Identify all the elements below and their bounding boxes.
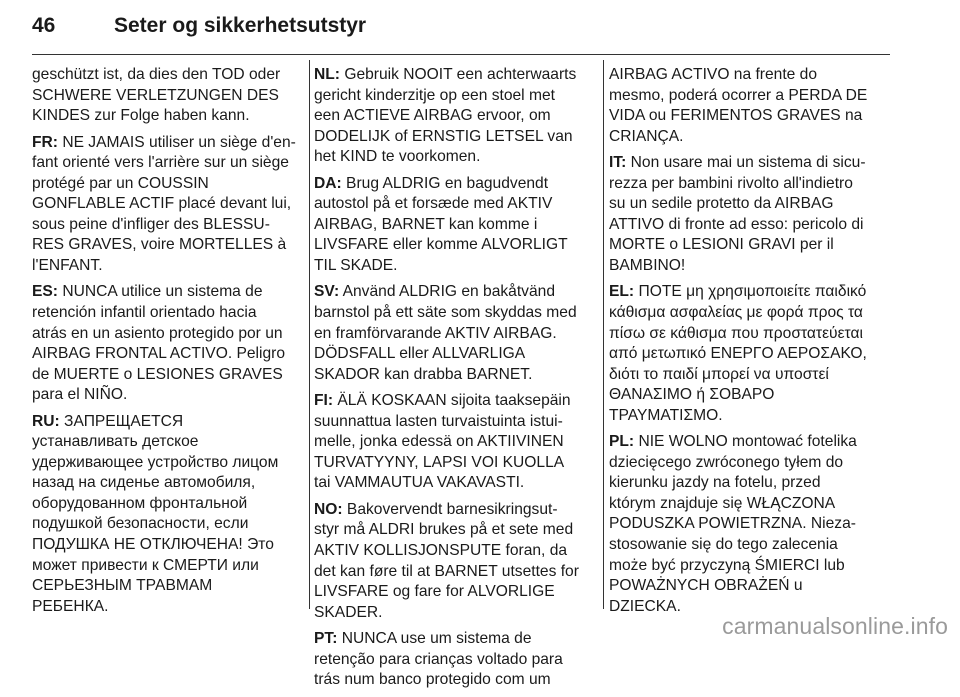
text-line <box>32 412 304 433</box>
text-line <box>609 385 891 406</box>
line-text: RES GRAVES, voire MORTELLES à <box>32 236 287 254</box>
column-divider <box>309 60 310 609</box>
text-line <box>314 520 598 541</box>
line-text: СЕРЬЕЗНЫМ ТРАВМАМ <box>32 577 213 595</box>
text-line <box>314 256 598 277</box>
line-text: AIRBAG ACTIVO na frente do <box>609 66 818 83</box>
column-divider <box>603 60 604 609</box>
line-text: может привести к СМЕРТИ или <box>32 556 259 574</box>
warning-paragraph <box>314 629 598 691</box>
line-text: para el NIÑO. <box>32 386 128 404</box>
language-code: NL: <box>314 66 340 83</box>
text-line <box>32 385 304 406</box>
line-text: LIVSFARE eller komme ALVORLIGT <box>314 236 568 254</box>
text-line <box>609 473 891 494</box>
watermark: carmanualsonline.info <box>722 613 948 639</box>
language-code: FR: <box>32 133 58 151</box>
text-line <box>314 324 598 345</box>
line-text: AIRBAG, BARNET kan komme i <box>314 215 538 233</box>
text-line <box>32 494 304 515</box>
text-line <box>314 473 598 494</box>
line-text: Non usare mai un sistema di sicu‐ <box>626 154 866 172</box>
line-text: suunnattua lasten turvaistuinta istui‐ <box>314 412 563 430</box>
line-text: NIE WOLNO montować fotelika <box>634 433 857 451</box>
line-text: ATTIVO di fronte ad esso: pericolo di <box>609 215 864 233</box>
line-text: SCHWERE VERLETZUNGEN DES <box>32 86 279 104</box>
line-text: διότι το παιδί μπορεί να υποστεί <box>609 365 829 383</box>
text-column-left <box>32 65 304 623</box>
text-line <box>32 133 304 154</box>
text-line <box>314 235 598 256</box>
text-line <box>314 582 598 603</box>
line-text: από μετωπικό ΕΝΕΡΓΟ ΑΕΡΟΣΑΚΟ, <box>609 345 867 363</box>
line-text: atrás en un asiento protegido por un <box>32 324 283 342</box>
line-text: barnstol på ett säte som skyddas med <box>314 304 577 322</box>
line-text: Gebruik NOOIT een achterwaarts <box>339 66 577 83</box>
line-text: het KIND te voorkomen. <box>314 148 481 166</box>
line-text: AKTIV KOLLISJONSPUTE foran, da <box>314 542 568 560</box>
line-text: AIRBAG FRONTAL ACTIVO. Peligro <box>32 345 286 363</box>
text-line <box>314 215 598 236</box>
text-line <box>32 215 304 236</box>
text-line <box>609 432 891 453</box>
text-line <box>314 365 598 386</box>
page-title: Seter og sikkerhetsutstyr <box>114 14 367 37</box>
line-text: retención infantil orientado hacia <box>32 304 257 322</box>
language-code: DA: <box>314 174 342 192</box>
line-text: POWAŻNYCH OBRAŻEŃ u <box>609 577 803 595</box>
text-line <box>32 324 304 345</box>
text-line <box>314 282 598 303</box>
line-text: πίσω σε κάθισμα που προστατεύεται <box>609 324 863 342</box>
text-line <box>609 215 891 236</box>
language-code: PL: <box>609 433 635 451</box>
line-text: gericht kinderzitje op een stoel met <box>314 86 555 104</box>
line-text: Brug ALDRIG en bagudvendt <box>341 174 549 192</box>
text-line <box>609 365 891 386</box>
text-column-right <box>609 65 891 623</box>
text-line <box>609 576 891 597</box>
text-line <box>609 256 891 277</box>
text-line <box>314 500 598 521</box>
text-line <box>609 153 891 174</box>
warning-paragraph <box>609 65 891 147</box>
text-line <box>32 344 304 365</box>
line-text: może być przyczyną ŚMIERCI lub <box>609 556 845 574</box>
line-text: GONFLABLE ACTIF placé devant lui, <box>32 195 292 213</box>
warning-paragraph <box>609 282 891 426</box>
language-code: EL: <box>609 283 635 301</box>
text-line <box>32 365 304 386</box>
line-text: det kan føre til at BARNET utsettes for <box>314 562 579 580</box>
text-line <box>32 282 304 303</box>
warning-paragraph <box>32 412 304 617</box>
text-line <box>314 432 598 453</box>
text-line <box>609 174 891 195</box>
line-text: LIVSFARE og fare for ALVORLIGE <box>314 583 555 601</box>
text-line <box>314 344 598 365</box>
line-text: ΤΡΑΥΜΑΤΙΣΜΟ. <box>609 406 723 424</box>
line-text: protégé par un COUSSIN <box>32 174 209 192</box>
line-text: kierunku jazdy na fotelu, przed <box>609 474 821 492</box>
line-text: κάθισμα ασφαλείας με φορά προς τα <box>609 304 863 322</box>
text-line <box>314 86 598 107</box>
line-text: Bakovervendt barnesikringsut‐ <box>342 500 558 518</box>
text-line <box>609 303 891 324</box>
line-text: rezza per bambini rivolto all'indietro <box>609 174 853 192</box>
language-code: SV: <box>314 283 340 301</box>
text-line <box>609 453 891 474</box>
text-line <box>32 86 304 107</box>
warning-paragraph <box>609 432 891 617</box>
text-line <box>32 432 304 453</box>
line-text: de MUERTE o LESIONES GRAVES <box>32 365 283 383</box>
line-text: BAMBINO! <box>609 256 686 274</box>
line-text: trás num banco protegido com um <box>314 671 551 689</box>
line-text: NE JAMAIS utiliser un siège d'en- <box>57 133 296 151</box>
text-line <box>32 256 304 277</box>
text-line <box>32 556 304 577</box>
line-text: Använd ALDRIG en bakåtvänd <box>339 283 556 301</box>
text-line <box>609 535 891 556</box>
language-code: ES: <box>32 283 58 301</box>
line-text: ΠΟΤΕ μη χρησιμοποιείτε παιδικό <box>634 283 867 301</box>
page-number: 46 <box>32 14 56 37</box>
line-text: styr må ALDRI brukes på et sete med <box>314 521 574 539</box>
line-text: stosowanie się do tego zalecenia <box>609 536 838 554</box>
line-text: удерживающее устройство лицом <box>32 453 279 471</box>
text-line <box>609 324 891 345</box>
text-line <box>32 303 304 324</box>
language-code: RU: <box>32 412 60 430</box>
text-line <box>609 106 891 127</box>
line-text: оборудованном фронтальной <box>32 494 248 512</box>
text-line <box>314 541 598 562</box>
text-line <box>32 153 304 174</box>
text-line <box>32 597 304 618</box>
line-text: en framförvarande AKTIV AIRBAG. <box>314 324 557 342</box>
text-line <box>314 603 598 624</box>
text-line <box>32 453 304 474</box>
line-text: melle, jonka edessä on AKTIIVINEN <box>314 433 564 451</box>
text-line <box>609 65 891 86</box>
text-line <box>32 194 304 215</box>
text-line <box>609 494 891 515</box>
warning-paragraph <box>314 65 598 168</box>
page-header <box>32 2 892 54</box>
line-text: ÄLÄ KOSKAAN sijoita taaksepäin <box>333 392 571 410</box>
text-line <box>609 86 891 107</box>
line-text: ΘΑΝΑΣΙΜΟ ή ΣΟΒΑΡΟ <box>609 386 775 404</box>
text-line <box>314 391 598 412</box>
language-code: PT: <box>314 630 338 648</box>
text-line <box>314 562 598 583</box>
text-line <box>314 412 598 433</box>
line-text: РЕБЕНКА. <box>32 597 109 615</box>
line-text: KINDES zur Folge haben kann. <box>32 107 250 125</box>
text-line <box>609 282 891 303</box>
line-text: NUNCA use um sistema de <box>337 630 532 648</box>
line-text: autostol på et forsæde med AKTIV <box>314 195 553 213</box>
text-line <box>32 535 304 556</box>
language-code: IT: <box>609 154 627 172</box>
warning-paragraph <box>609 153 891 276</box>
warning-paragraph <box>314 391 598 494</box>
text-line <box>609 127 891 148</box>
text-line <box>314 65 598 86</box>
line-text: NUNCA utilice un sistema de <box>58 283 263 301</box>
text-column-middle <box>314 65 598 697</box>
text-line <box>314 147 598 168</box>
line-text: TIL SKADE. <box>314 256 398 274</box>
text-line <box>314 303 598 324</box>
text-line <box>32 235 304 256</box>
warning-paragraph <box>314 500 598 623</box>
line-text: którym znajduje się WŁĄCZONA <box>609 494 836 512</box>
line-text: VIDA ou FERIMENTOS GRAVES na <box>609 107 863 125</box>
line-text: sous peine d'infliger des BLESSU‐ <box>32 215 270 233</box>
text-line <box>314 629 598 650</box>
line-text: tai VAMMAUTUA VAKAVASTI. <box>314 474 525 492</box>
warning-paragraph <box>32 282 304 405</box>
line-text: een ACTIEVE AIRBAG ervoor, om <box>314 107 551 125</box>
line-text: DZIECKA. <box>609 597 681 615</box>
warning-paragraph <box>314 174 598 277</box>
line-text: su un sedile protetto da AIRBAG <box>609 195 834 213</box>
text-line <box>314 194 598 215</box>
warning-paragraph <box>314 282 598 385</box>
line-text: fant orienté vers l'arrière sur un siège <box>32 154 289 172</box>
language-code: FI: <box>314 392 334 410</box>
text-line <box>609 514 891 535</box>
text-line <box>32 514 304 535</box>
line-text: назад на сиденье автомобиля, <box>32 474 256 492</box>
text-line <box>32 106 304 127</box>
text-line <box>609 344 891 365</box>
warning-paragraph <box>32 133 304 277</box>
line-text: DÖDSFALL eller ALLVARLIGA <box>314 345 526 363</box>
line-text: MORTE o LESIONI GRAVI per il <box>609 236 834 254</box>
text-line <box>32 576 304 597</box>
line-text: SKADOR kan drabba BARNET. <box>314 365 533 383</box>
line-text: подушкой безопасности, если <box>32 515 249 533</box>
line-text: ПОДУШКА НЕ ОТКЛЮЧЕНА! Это <box>32 536 274 554</box>
text-line <box>314 106 598 127</box>
warning-paragraph <box>32 65 304 127</box>
text-line <box>32 473 304 494</box>
text-line <box>609 556 891 577</box>
line-text: geschützt ist, da dies den TOD oder <box>32 66 281 83</box>
line-text: TURVATYYNY, LAPSI VOI KUOLLA <box>314 453 565 471</box>
text-line <box>609 194 891 215</box>
line-text: retenção para crianças voltado para <box>314 650 563 668</box>
line-text: SKADER. <box>314 603 383 621</box>
line-text: dziecięcego zwróconego tyłem do <box>609 453 844 471</box>
text-line <box>314 650 598 671</box>
text-line <box>609 406 891 427</box>
line-text: DODELIJK of ERNSTIG LETSEL van <box>314 127 573 145</box>
line-text: устанавливать детское <box>32 433 199 451</box>
text-line <box>314 174 598 195</box>
text-line <box>314 453 598 474</box>
line-text: l'ENFANT. <box>32 256 103 274</box>
header-divider <box>32 54 890 55</box>
text-line <box>314 670 598 691</box>
line-text: CRIANÇA. <box>609 127 684 145</box>
line-text: ЗАПРЕЩАЕТСЯ <box>59 412 184 430</box>
text-line <box>314 127 598 148</box>
text-line <box>609 235 891 256</box>
language-code: NO: <box>314 500 343 518</box>
text-line <box>32 174 304 195</box>
line-text: PODUSZKA POWIETRZNA. Nieza‐ <box>609 515 856 533</box>
line-text: mesmo, poderá ocorrer a PERDA DE <box>609 86 868 104</box>
text-line <box>32 65 304 86</box>
